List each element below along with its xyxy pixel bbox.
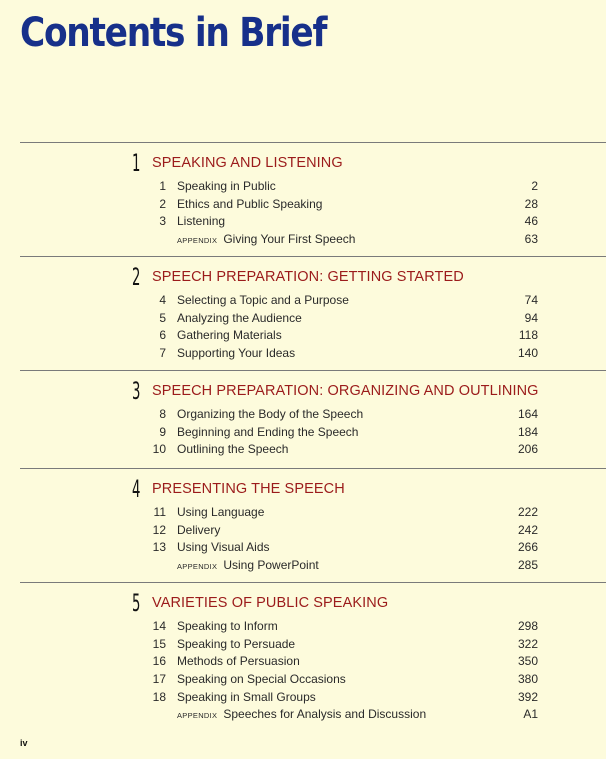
- chapter-number: 9: [159, 424, 166, 439]
- chapter-number: 18: [152, 689, 166, 704]
- chapter-row[interactable]: [20, 291, 606, 309]
- chapter-number: 6: [159, 328, 166, 343]
- chapter-row[interactable]: [20, 212, 606, 230]
- chapter-page: 206: [517, 442, 538, 457]
- chapter-title: Delivery: [177, 522, 221, 537]
- part-heading: [132, 379, 539, 403]
- appendix-tag: APPENDIX: [177, 561, 218, 571]
- chapter-row[interactable]: [20, 195, 606, 213]
- chapter-title: Speaking in Public: [177, 178, 276, 193]
- chapter-number: 11: [153, 504, 166, 519]
- chapter-number: 14: [152, 618, 166, 633]
- chapter-page: 164: [517, 406, 538, 421]
- chapter-page: 392: [517, 689, 538, 704]
- part-1: [20, 142, 606, 256]
- chapter-page: 298: [517, 618, 538, 633]
- part-number: 4: [132, 475, 141, 503]
- chapter-number: 12: [152, 522, 166, 537]
- appendix-row[interactable]: [20, 556, 606, 574]
- appendix-row[interactable]: [20, 705, 606, 723]
- chapter-row[interactable]: [20, 503, 606, 521]
- chapter-title: Organizing the Body of the Speech: [177, 406, 364, 421]
- chapter-row[interactable]: [20, 326, 606, 344]
- chapter-number: 7: [159, 345, 166, 360]
- chapter-row[interactable]: [20, 344, 606, 362]
- appendix-title-text: Using PowerPoint: [223, 557, 319, 572]
- chapter-number: 15: [152, 636, 166, 651]
- part-5: [20, 582, 606, 733]
- chapter-row[interactable]: [20, 423, 606, 441]
- chapter-number: 16: [152, 654, 166, 669]
- chapter-title: Listening: [177, 214, 226, 229]
- appendix-title: [177, 558, 319, 572]
- appendix-title-text: Giving Your First Speech: [223, 231, 356, 246]
- chapter-number: 10: [152, 442, 166, 457]
- chapter-number: 8: [159, 406, 166, 421]
- part-title: PRESENTING THE SPEECH: [152, 481, 345, 497]
- appendix-title: [177, 232, 355, 246]
- chapter-number: 1: [159, 178, 166, 193]
- contents-list: [20, 142, 606, 733]
- chapter-row[interactable]: [20, 688, 606, 706]
- chapter-title: Speaking in Small Groups: [177, 689, 316, 704]
- part-title: SPEECH PREPARATION: GETTING STARTED: [152, 269, 464, 285]
- chapter-title: Speaking on Special Occasions: [177, 671, 346, 686]
- chapter-title: Beginning and Ending the Speech: [177, 424, 359, 439]
- chapter-page: 74: [524, 292, 538, 307]
- chapter-page: 380: [517, 671, 538, 686]
- page-title: Contents in Brief: [20, 10, 327, 56]
- chapter-page: 242: [517, 522, 538, 537]
- chapter-row[interactable]: [20, 405, 606, 423]
- chapter-page: 350: [517, 654, 538, 669]
- chapter-title: Selecting a Topic and a Purpose: [177, 292, 349, 307]
- chapter-page: A1: [523, 707, 538, 722]
- part-heading: [132, 265, 464, 289]
- appendix-title-text: Speeches for Analysis and Discussion: [223, 707, 427, 722]
- part-number: 5: [132, 589, 141, 617]
- part-heading: [132, 477, 345, 501]
- part-heading: [132, 151, 343, 175]
- part-title: SPEECH PREPARATION: ORGANIZING AND OUTLINING: [152, 383, 539, 399]
- part-number: 3: [132, 377, 141, 405]
- part-4: [20, 468, 606, 582]
- chapter-page: 222: [517, 504, 538, 519]
- chapter-row[interactable]: [20, 670, 606, 688]
- chapter-page: 322: [517, 636, 538, 651]
- chapter-number: 5: [159, 310, 166, 325]
- appendix-title: [177, 707, 426, 721]
- chapter-page: 140: [517, 345, 538, 360]
- chapter-page: 285: [517, 557, 538, 572]
- chapter-page: 118: [518, 328, 538, 343]
- part-title: VARIETIES OF PUBLIC SPEAKING: [152, 595, 389, 611]
- chapter-number: 3: [159, 214, 166, 229]
- chapter-number: 13: [152, 540, 166, 555]
- chapter-title: Using Language: [177, 504, 265, 519]
- chapter-title: Analyzing the Audience: [177, 310, 302, 325]
- part-3: [20, 370, 606, 468]
- chapter-title: Speaking to Persuade: [177, 636, 296, 651]
- part-number: 2: [132, 263, 141, 291]
- chapter-title: Supporting Your Ideas: [177, 345, 296, 360]
- chapter-row[interactable]: [20, 309, 606, 327]
- part-2: [20, 256, 606, 370]
- chapter-title: Outlining the Speech: [177, 442, 289, 457]
- chapter-number: 4: [159, 292, 166, 307]
- chapter-page: 63: [524, 231, 538, 246]
- chapter-row[interactable]: [20, 440, 606, 458]
- chapter-number: 2: [159, 196, 166, 211]
- chapter-row[interactable]: [20, 652, 606, 670]
- chapter-number: 17: [152, 671, 166, 686]
- appendix-tag: APPENDIX: [177, 235, 218, 245]
- part-heading: [132, 591, 388, 615]
- appendix-row[interactable]: [20, 230, 606, 248]
- chapter-title: Using Visual Aids: [177, 540, 270, 555]
- chapter-page: 28: [524, 196, 538, 211]
- chapter-title: Ethics and Public Speaking: [177, 196, 323, 211]
- chapter-title: Methods of Persuasion: [177, 654, 300, 669]
- chapter-title: Speaking to Inform: [177, 618, 278, 633]
- chapter-row[interactable]: [20, 521, 606, 539]
- chapter-page: 2: [531, 178, 538, 193]
- chapter-page: 184: [517, 424, 538, 439]
- part-number: 1: [132, 149, 141, 177]
- chapter-row[interactable]: [20, 177, 606, 195]
- part-title: SPEAKING AND LISTENING: [152, 155, 343, 171]
- chapter-row[interactable]: [20, 538, 606, 556]
- page-folio: iv: [20, 738, 28, 748]
- chapter-page: 46: [524, 214, 538, 229]
- chapter-page: 94: [524, 310, 538, 325]
- chapter-page: 266: [517, 540, 538, 555]
- chapter-title: Gathering Materials: [177, 328, 282, 343]
- chapter-row[interactable]: [20, 635, 606, 653]
- chapter-row[interactable]: [20, 617, 606, 635]
- appendix-tag: APPENDIX: [177, 711, 218, 721]
